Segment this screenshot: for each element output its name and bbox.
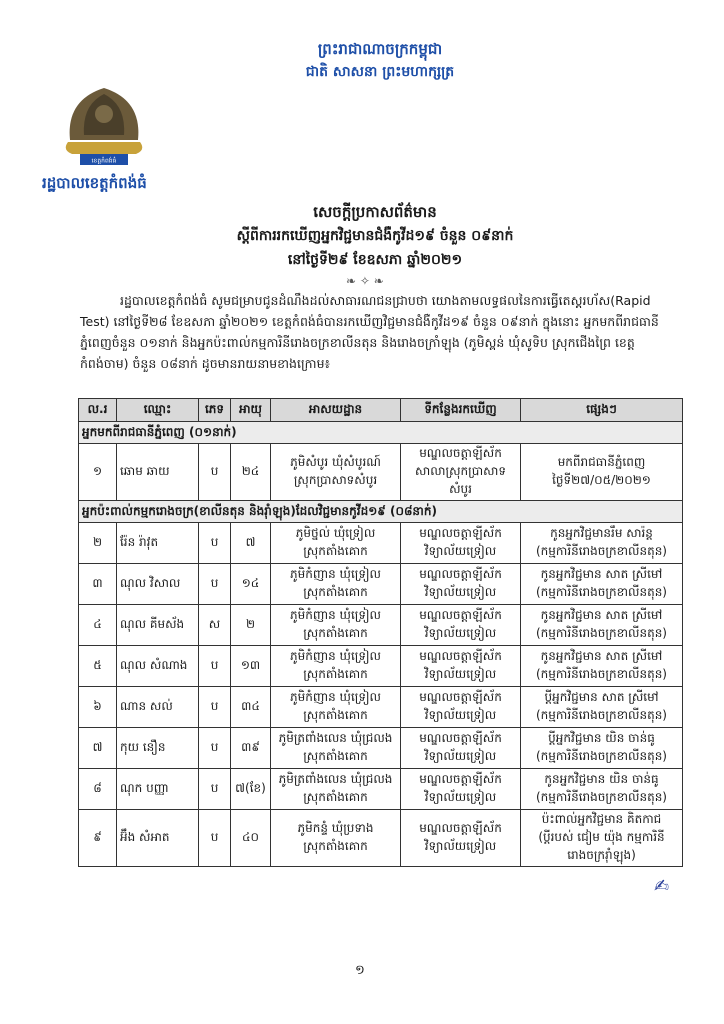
signature-mark: ✍ bbox=[654, 876, 670, 897]
location-line-2: វិទ្យាល័យទ្រៀល bbox=[424, 626, 497, 640]
cell-no: ៣ bbox=[79, 564, 117, 605]
note-line-1: ប្ដីអ្នកវិជ្ជមាន យិន ចាន់ធូ bbox=[548, 731, 655, 745]
location-line-1: មណ្ឌលចត្តាឡីស័ក bbox=[419, 821, 502, 835]
location-line-2: វិទ្យាល័យទ្រៀល bbox=[424, 544, 497, 558]
section-row bbox=[79, 501, 683, 523]
announcement-date: នៅថ្ងៃទី២៩ ខែឧសភា ឆ្នាំ២០២១ bbox=[287, 252, 463, 268]
table-row bbox=[79, 646, 683, 687]
note-line-1: កូនអ្នកវិជ្ជមាន សាត ស្រីមៅ bbox=[540, 608, 663, 622]
note-line-2: (កម្មការិនីរោងចក្រខាលីនតុន) bbox=[535, 790, 667, 804]
announcement-subtitle: ស្ដីពីការរកឃើញអ្នកវិជ្ជមានជំងឺកូវីដ១៩ ចំនួន ០៩នាក់ bbox=[236, 228, 514, 244]
address-line-2: ស្រុកប្រាសាទសំបូរ bbox=[293, 473, 378, 487]
cell-location bbox=[401, 728, 521, 769]
note-line-1: កូនអ្នកវិជ្ជមាន យិន ចាន់ធូ bbox=[544, 772, 659, 786]
note-line-2: (កម្មការិនីរោងចក្រខាលីនតុន) bbox=[535, 544, 667, 558]
page-number: ១ bbox=[355, 963, 365, 978]
ornament-divider: ❧ ✧ ❧ bbox=[346, 274, 384, 288]
address-line-2: ស្រុកតាំងគោក bbox=[303, 585, 368, 599]
cell-sex: ប bbox=[199, 564, 231, 605]
address-line-1: ភូមិកំញាន ឃុំទ្រៀល bbox=[290, 567, 381, 581]
cell-sex: ស bbox=[199, 605, 231, 646]
cell-no: ៦ bbox=[79, 687, 117, 728]
address-line-1: ភូមិកំញាន ឃុំទ្រៀល bbox=[290, 608, 381, 622]
cell-name: អ៊ឹង សំអាត bbox=[117, 810, 199, 867]
cell-sex: ប bbox=[199, 687, 231, 728]
cell-notes bbox=[521, 646, 683, 687]
table-row bbox=[79, 687, 683, 728]
cell-name: ណុល សំណាង bbox=[117, 646, 199, 687]
note-line-1: ប្ដីអ្នកវិជ្ជមាន សាត ស្រីមៅ bbox=[544, 690, 659, 704]
location-line-2: វិទ្យាល័យទ្រៀល bbox=[424, 749, 497, 763]
cell-address bbox=[271, 769, 401, 810]
cell-name: ណុល គីមស័ង bbox=[117, 605, 199, 646]
cell-age: ៤០ bbox=[231, 810, 271, 867]
cell-location bbox=[401, 646, 521, 687]
cell-notes bbox=[521, 564, 683, 605]
provincial-emblem-logo bbox=[62, 80, 146, 170]
address-line-1: ភូមិកំញាន ឃុំទ្រៀល bbox=[290, 649, 381, 663]
note-line-2: (កម្មការិនីរោងចក្រខាលីនតុន) bbox=[535, 626, 667, 640]
address-line-1: ភូមិថ្នល់ ឃុំទ្រៀល bbox=[295, 526, 376, 540]
cell-name: ឆោម ឆាយ bbox=[117, 444, 199, 501]
address-line-1: ភូមិត្រពាំងលេន ឃុំជ្រលង bbox=[278, 731, 393, 745]
table-row bbox=[79, 728, 683, 769]
location-line-1: មណ្ឌលចត្តាឡីស័ក bbox=[419, 526, 502, 540]
cell-location bbox=[401, 564, 521, 605]
cell-address bbox=[271, 605, 401, 646]
cell-no: ៤ bbox=[79, 605, 117, 646]
cell-location bbox=[401, 810, 521, 867]
location-line-2: សាលាស្រុកប្រាសាទសំបូរ bbox=[415, 464, 506, 496]
cell-name: ណុល វិសាល bbox=[117, 564, 199, 605]
cell-age: ២ bbox=[231, 605, 271, 646]
header-location: ទីកន្លែងរកឃើញ bbox=[401, 399, 521, 422]
table-row bbox=[79, 605, 683, 646]
location-line-2: វិទ្យាល័យទ្រៀល bbox=[424, 839, 497, 853]
header-name: ឈ្មោះ bbox=[117, 399, 199, 422]
table-row bbox=[79, 769, 683, 810]
logo-caption: ខេត្តកំពង់ធំ bbox=[91, 157, 117, 165]
cell-location bbox=[401, 687, 521, 728]
cell-notes bbox=[521, 605, 683, 646]
cell-notes bbox=[521, 523, 683, 564]
cell-location bbox=[401, 605, 521, 646]
cell-location bbox=[401, 769, 521, 810]
cell-sex: ប bbox=[199, 769, 231, 810]
cell-address bbox=[271, 444, 401, 501]
location-line-2: វិទ្យាល័យទ្រៀល bbox=[424, 667, 497, 681]
administration-title: រដ្ឋបាលខេត្តកំពង់ធំ bbox=[42, 174, 147, 192]
location-line-1: មណ្ឌលចត្តាឡីស័ក bbox=[419, 446, 502, 460]
note-line-2: (កម្មការិនីរោងចក្រខាលីនតុន) bbox=[535, 667, 667, 681]
cell-sex: ប bbox=[199, 523, 231, 564]
cell-name: កុយ នឿន bbox=[117, 728, 199, 769]
section-row bbox=[79, 422, 683, 444]
note-line-2: (កម្មការិនីរោងចក្រខាលីនតុន) bbox=[535, 585, 667, 599]
section-label: អ្នកប៉ះពាល់កម្មករោងចក្រ(ខាលីនតុន និងរ៉ាំឡុង)ដែលវិជ្ជមានកូវីដ១៩ (០៨នាក់) bbox=[79, 501, 683, 523]
cases-table bbox=[78, 398, 683, 867]
header-notes: ផ្សេងៗ bbox=[521, 399, 683, 422]
location-line-2: វិទ្យាល័យទ្រៀល bbox=[424, 790, 497, 804]
cell-address bbox=[271, 728, 401, 769]
cell-age: ៣៤ bbox=[231, 687, 271, 728]
cell-sex: ប bbox=[199, 646, 231, 687]
cell-sex: ប bbox=[199, 728, 231, 769]
header-address: អាសយដ្ឋាន bbox=[271, 399, 401, 422]
note-line-2: (កម្មការិនីរោងចក្រខាលីនតុន) bbox=[535, 708, 667, 722]
note-line-1: កូនអ្នកវិជ្ជមានរឹម សារ៉ន្ត bbox=[550, 526, 653, 540]
address-line-2: ស្រុកតាំងគោក bbox=[303, 708, 368, 722]
cell-address bbox=[271, 523, 401, 564]
table-header-row bbox=[79, 399, 683, 422]
header-age: អាយុ bbox=[231, 399, 271, 422]
note-line-1: កូនអ្នកវិជ្ជមាន សាត ស្រីមៅ bbox=[540, 649, 663, 663]
header-no: ល.រ bbox=[79, 399, 117, 422]
address-line-1: ភូមិកំញាន ឃុំទ្រៀល bbox=[290, 690, 381, 704]
cell-age: ៧ bbox=[231, 523, 271, 564]
cell-location bbox=[401, 444, 521, 501]
cell-address bbox=[271, 687, 401, 728]
cell-no: ៩ bbox=[79, 810, 117, 867]
section-label: អ្នកមកពីរាជធានីភ្នំពេញ (០១នាក់) bbox=[79, 422, 683, 444]
table-row bbox=[79, 564, 683, 605]
cell-location bbox=[401, 523, 521, 564]
motto: ជាតិ សាសនា ព្រះមហាក្សត្រ bbox=[305, 64, 455, 80]
table-row bbox=[79, 444, 683, 501]
cell-notes bbox=[521, 769, 683, 810]
cell-no: ៧ bbox=[79, 728, 117, 769]
cell-notes bbox=[521, 728, 683, 769]
cell-age: ១៣ bbox=[231, 646, 271, 687]
address-line-2: ស្រុកតាំងគោក bbox=[303, 544, 368, 558]
kingdom-title: ព្រះរាជាណាចក្រកម្ពុជា bbox=[317, 40, 443, 58]
location-line-1: មណ្ឌលចត្តាឡីស័ក bbox=[419, 772, 502, 786]
address-line-2: ស្រុកតាំងគោក bbox=[303, 626, 368, 640]
cell-address bbox=[271, 564, 401, 605]
location-line-1: មណ្ឌលចត្តាឡីស័ក bbox=[419, 731, 502, 745]
table-row bbox=[79, 810, 683, 867]
address-line-1: ភូមិសំបូរ ឃុំសំបូរណ៍ bbox=[290, 455, 381, 469]
note-line-1: ប៉ះពាល់អ្នកវិជ្ជមាន គិតកាជ bbox=[541, 812, 662, 826]
cell-name: ណុក បញ្ញា bbox=[117, 769, 199, 810]
location-line-1: មណ្ឌលចត្តាឡីស័ក bbox=[419, 649, 502, 663]
note-line-2: ថ្ងៃទី២៧/០៥/២០២១ bbox=[552, 473, 651, 487]
note-line-1: កូនអ្នកវិជ្ជមាន សាត ស្រីមៅ bbox=[540, 567, 663, 581]
cell-age: ២៤ bbox=[231, 444, 271, 501]
note-line-3: រោងចក្ររ៉ាំឡុង) bbox=[567, 848, 636, 862]
cell-no: ១ bbox=[79, 444, 117, 501]
cell-no: ៨ bbox=[79, 769, 117, 810]
cell-address bbox=[271, 646, 401, 687]
location-line-1: មណ្ឌលចត្តាឡីស័ក bbox=[419, 608, 502, 622]
address-line-2: ស្រុកតាំងគោក bbox=[303, 839, 368, 853]
note-line-2: (ប្ដីរបស់ ជៀម យ៉ុង កម្មការិនី bbox=[538, 830, 665, 844]
note-line-2: (កម្មការិនីរោងចក្រខាលីនតុន) bbox=[535, 749, 667, 763]
cell-notes bbox=[521, 444, 683, 501]
cell-no: ២ bbox=[79, 523, 117, 564]
location-line-1: មណ្ឌលចត្តាឡីស័ក bbox=[419, 567, 502, 581]
location-line-2: វិទ្យាល័យទ្រៀល bbox=[424, 585, 497, 599]
address-line-1: ភូមិត្រពាំងលេន ឃុំជ្រលង bbox=[278, 772, 393, 786]
cell-notes bbox=[521, 810, 683, 867]
cell-age: ៧(ខែ) bbox=[231, 769, 271, 810]
cell-name: ណាន សល់ bbox=[117, 687, 199, 728]
cell-name: រ៉ែន រ៉ាវុត bbox=[117, 523, 199, 564]
cell-age: ១៤ bbox=[231, 564, 271, 605]
note-line-1: មកពីរាជធានីភ្នំពេញ bbox=[557, 455, 646, 469]
cell-sex: ប bbox=[199, 810, 231, 867]
announcement-title: សេចក្ដីប្រកាសព័ត៌មាន bbox=[313, 203, 437, 221]
address-line-2: ស្រុកតាំងគោក bbox=[303, 790, 368, 804]
location-line-2: វិទ្យាល័យទ្រៀល bbox=[424, 708, 497, 722]
cell-address bbox=[271, 810, 401, 867]
cell-sex: ប bbox=[199, 444, 231, 501]
location-line-1: មណ្ឌលចត្តាឡីស័ក bbox=[419, 690, 502, 704]
address-line-2: ស្រុកតាំងគោក bbox=[303, 667, 368, 681]
intro-paragraph: រដ្ឋបាលខេត្តកំពង់ធំ សូមជម្រាបជូនដំណឹងដល់សាធារណជនជ្រាបថា យោងតាមលទ្ធផលនៃការធ្វើតេស្តរហ័ស(Rapid Test) នៅថ្ងៃទី២៨ ខែឧសភា ឆ្នាំ២០២១ ខេត្តកំពង់ធំបានរកឃើញវិជ្ជមានជំងឺកូវីដ១៩ ចំនួន ០៩នាក់ ក្នុងនោះ អ្នកមកពីរាជធានីភ្នំពេញចំនួន ០១នាក់ និងអ្នកប៉ះពាល់កម្មការិនីរោងចក្រខាលីនតុន និងរោងចក្រាំឡុង (ភូមិស្ពន់ ឃុំសូទិប ស្រុកជើងព្រៃ ខេត្តកំពង់ចាម) ចំនួន ០៨នាក់ ដូចមានរាយនាមខាងក្រោម៖ bbox=[80, 293, 659, 371]
address-line-2: ស្រុកតាំងគោក bbox=[303, 749, 368, 763]
header-sex: ភេទ bbox=[199, 399, 231, 422]
cell-notes bbox=[521, 687, 683, 728]
cell-age: ៣៩ bbox=[231, 728, 271, 769]
table-row bbox=[79, 523, 683, 564]
address-line-1: ភូមិកន្ទំ ឃុំប្រទាង bbox=[297, 821, 374, 835]
cell-no: ៥ bbox=[79, 646, 117, 687]
